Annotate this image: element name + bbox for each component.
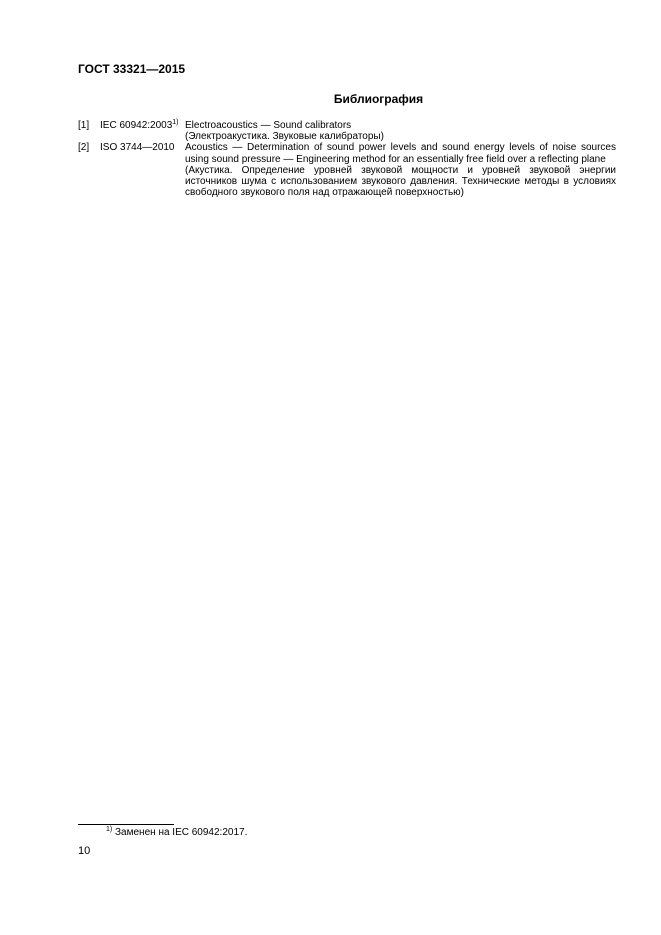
entry-text <box>185 120 616 142</box>
footnote-marker: 1) <box>106 826 113 833</box>
bibliography-entry <box>78 120 616 142</box>
footnote <box>106 827 247 838</box>
entry-code-text: IEC 60942:2003 <box>100 120 173 131</box>
bibliography-entry <box>78 142 616 198</box>
entry-code <box>100 120 185 131</box>
section-title: Библиография <box>333 92 424 106</box>
entry-title: Electroacoustics — Sound calibrators <box>185 120 352 131</box>
entry-translation: (Акустика. Определение уровней звуковой мощности и уровней звуковой энергии источников шума с использованием звукового давления. Технические методы в условиях свободного звукового поля над отражающей поверхностью) <box>185 164 616 199</box>
entry-number: [1] <box>78 120 90 131</box>
entry-text <box>185 142 616 198</box>
footnote-reference: 1) <box>172 119 179 126</box>
bibliography-list <box>78 120 616 198</box>
footnote-separator <box>78 824 174 825</box>
entry-title: Acoustics — Determination of sound power levels and sound energy levels of noise sources using sound pressure — Engineering method for an essentially free field over a reflecting plane <box>185 142 616 165</box>
entry-number: [2] <box>78 142 90 154</box>
footnote-text: Заменен на IEC 60942:2017. <box>115 827 248 838</box>
page-number: 10 <box>78 845 91 857</box>
entry-code <box>100 142 185 153</box>
document-code: ГОСТ 33321—2015 <box>78 62 186 76</box>
entry-code-text: ISO 3744—2010 <box>100 142 175 154</box>
entry-translation: (Электроакустика. Звуковые калибраторы) <box>185 131 384 143</box>
